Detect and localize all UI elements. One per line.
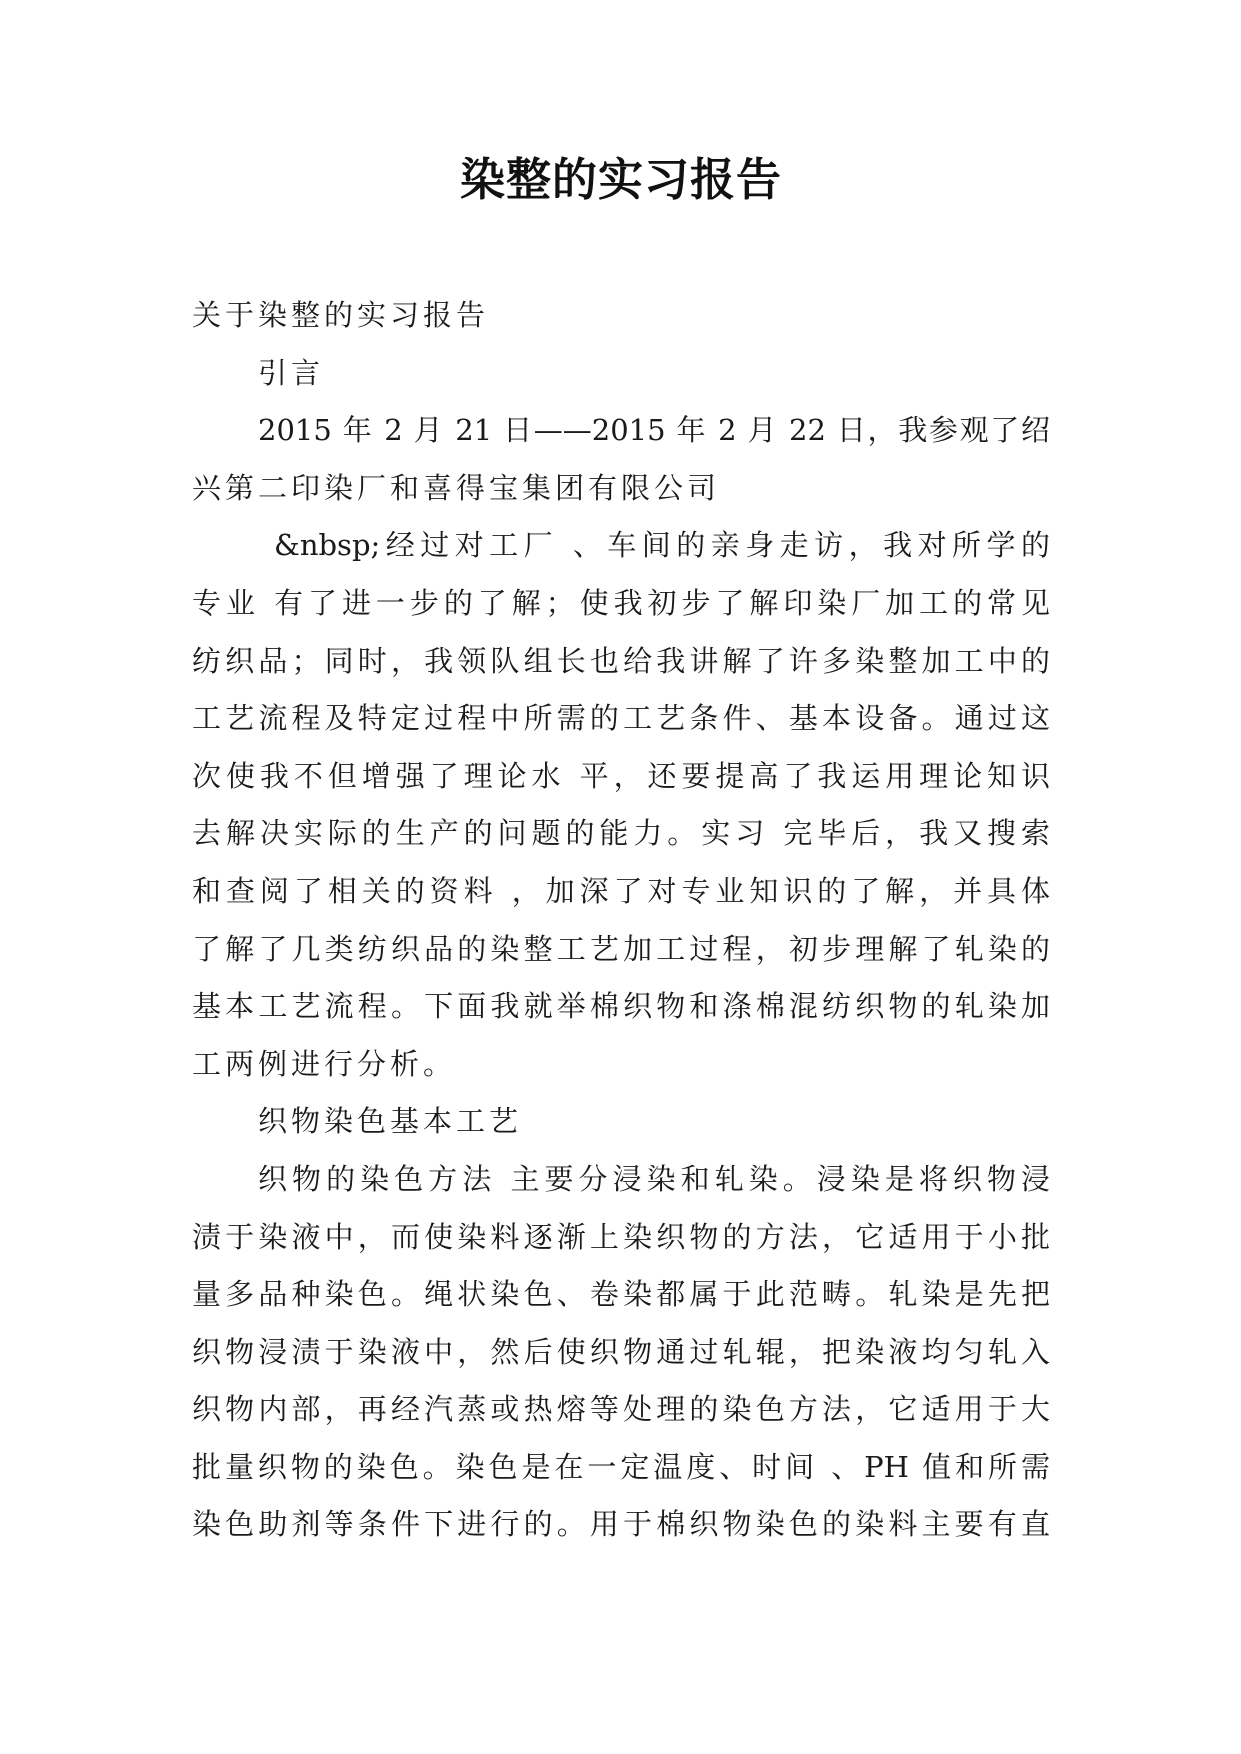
text-line: 次使我不但增强了理论水 平，还要提高了我运用理论知识 xyxy=(192,758,1050,793)
text-line: 渍于染液中，而使染料逐渐上染织物的方法，它适用于小批 xyxy=(192,1219,1050,1254)
text-line: 了解了几类纺织品的染整工艺加工过程，初步理解了轧染的 xyxy=(192,931,1050,966)
paragraph-report-heading xyxy=(192,287,1050,345)
text-line: 引言 xyxy=(258,355,325,390)
text-line: 织物浸渍于染液中，然后使织物通过轧辊，把染液均匀轧入 xyxy=(192,1334,1050,1369)
document-title: 染整的实习报告 xyxy=(459,153,782,206)
text-line: 兴第二印染厂和喜得宝集团有限公司 xyxy=(192,470,721,505)
document-body xyxy=(192,287,1050,1554)
text-line: 纺织品；同时，我领队组长也给我讲解了许多染整加工中的 xyxy=(192,643,1050,678)
paragraph-visit-summary xyxy=(192,517,1050,1093)
text-line: 量多品种染色。绳状染色、卷染都属于此范畴。轧染是先把 xyxy=(192,1277,1050,1312)
text-line: 织物的染色方法 主要分浸染和轧染。浸染是将织物浸 xyxy=(258,1161,1050,1196)
text-line: 织物内部，再经汽蒸或热熔等处理的染色方法，它适用于大 xyxy=(192,1392,1050,1427)
paragraph-dyeing-process-heading xyxy=(192,1093,1050,1151)
text-line: 专业 有了进一步的了解；使我初步了解印染厂加工的常见 xyxy=(192,585,1050,620)
text-line: 工艺流程及特定过程中所需的工艺条件、基本设备。通过这 xyxy=(192,701,1050,736)
text-line: 染色助剂等条件下进行的。用于棉织物染色的染料主要有直 xyxy=(192,1507,1050,1542)
text-line: 批量织物的染色。染色是在一定温度、时间 、PH 值和所需 xyxy=(192,1449,1050,1484)
text-line: 关于染整的实习报告 xyxy=(192,298,490,332)
text-line: 2015 年 2 月 21 日——2015 年 2 月 22 日，我参观了绍 xyxy=(258,413,1050,448)
text-line: &nbsp;经过对工厂 、车间的亲身走访，我对所学的 xyxy=(274,528,1050,563)
text-line: 基本工艺流程。下面我就举棉织物和涤棉混纺织物的轧染加 xyxy=(192,989,1050,1024)
text-line: 和查阅了相关的资料 ，加深了对专业知识的了解，并具体 xyxy=(192,873,1050,908)
text-line: 工两例进行分析。 xyxy=(192,1046,457,1081)
text-line: 去解决实际的生产的问题的能力。实习 完毕后，我又搜索 xyxy=(192,816,1050,851)
paragraph-visit-dates xyxy=(192,402,1050,517)
paragraph-introduction-heading xyxy=(192,345,1050,403)
text-line: 织物染色基本工艺 xyxy=(258,1104,523,1139)
paragraph-dyeing-methods xyxy=(192,1151,1050,1554)
